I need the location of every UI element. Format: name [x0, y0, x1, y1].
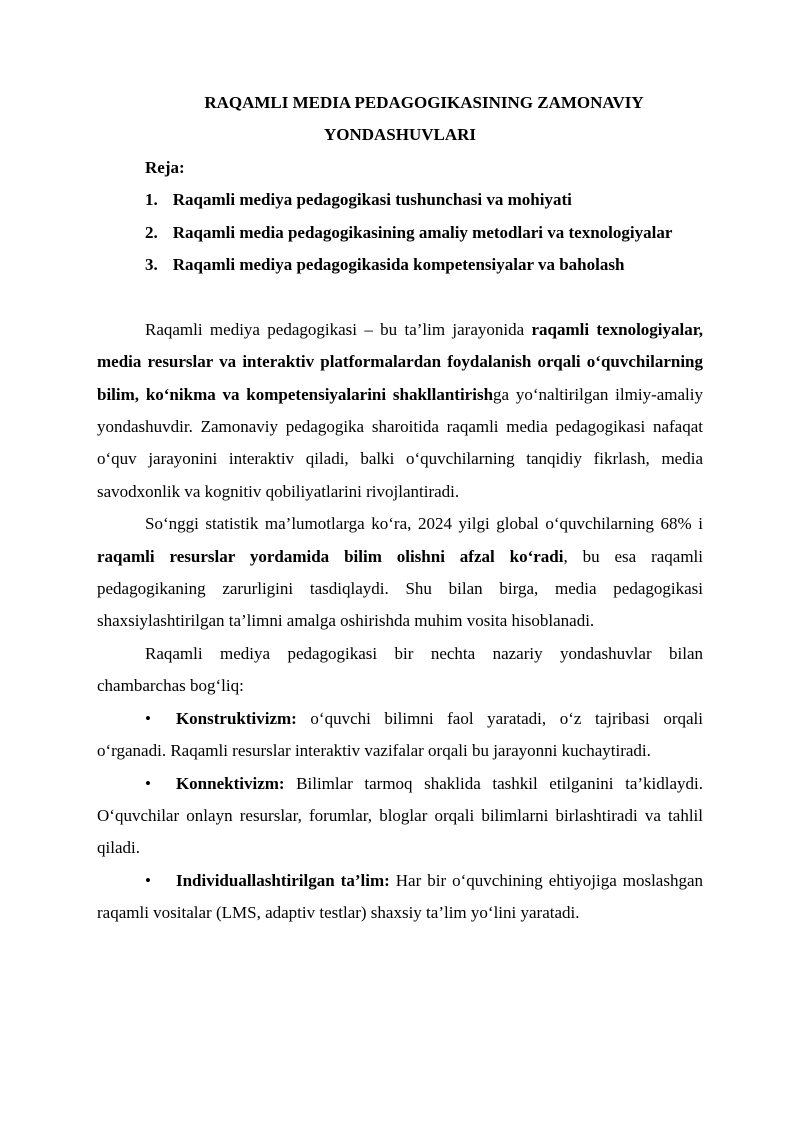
plan-item-number: 1.: [145, 190, 158, 210]
plan-item-text: Raqamli media pedagogikasining amaliy metodlari va texnologiyalar: [172, 222, 673, 242]
body-paragraph: [97, 314, 703, 508]
plan-item-1: [97, 184, 703, 216]
bold-text-run: raqamli texnologiyalar, media resurslar va interaktiv platformalardan foydalanish orqali o‘quvchilarning bilim, ko‘nikma va kompetensiyalarini shakllantirish: [97, 319, 703, 404]
title-line-2: YONDASHUVLARI: [323, 125, 477, 145]
blank-line: [97, 281, 703, 313]
plan-item-text: Raqamli mediya pedagogikasi tushunchasi va mohiyati: [172, 190, 572, 210]
plan-item-number: 3.: [145, 255, 158, 275]
document-body: [97, 314, 703, 930]
bullet-icon: •: [145, 870, 151, 890]
text-run: Har bir o‘quvchining ehtiyojiga moslashgan raqamli vositalar (LMS, adaptiv testlar) shaxsiy ta’lim yo‘lini yaratadi.: [97, 870, 703, 923]
body-paragraph: [97, 508, 703, 638]
plan-item-3: [97, 249, 703, 281]
text-run: Raqamli mediya pedagogikasi bir nechta nazariy yondashuvlar bilan chambarchas bog‘liq:: [97, 643, 703, 696]
bullet-icon: •: [145, 773, 151, 793]
document-title: [97, 87, 703, 152]
text-run: So‘nggi statistik ma’lumotlarga ko‘ra, 2024 yilgi global o‘quvchilarning 68% i: [145, 514, 703, 534]
bold-text-run: raqamli resurslar yordamida bilim olishni afzal ko‘radi: [97, 546, 564, 566]
text-run: o‘quvchi bilimni faol yaratadi, o‘z tajribasi orqali o‘rganadi. Raqamli resurslar interaktiv vazifalar orqali bu jarayonni kuchaytiradi.: [97, 708, 703, 761]
text-run: Raqamli mediya pedagogikasi – bu ta’lim jarayonida: [145, 319, 532, 339]
bullet-icon: •: [145, 708, 151, 728]
bullet-item: [97, 768, 703, 865]
plan-item-2: [97, 217, 703, 249]
text-run: Bilimlar tarmoq shaklida tashkil etilganini ta’kidlaydi. O‘quvchilar onlayn resurslar, forumlar, bloglar orqali bilimlarni birlashtiradi va tahlil qiladi.: [97, 773, 703, 858]
title-line-1: RAQAMLI MEDIA PEDAGOGIKASINING ZAMONAVIY: [204, 93, 644, 112]
plan-item-number: 2.: [145, 222, 158, 242]
bold-text-run: Individuallashtirilgan ta’lim:: [175, 870, 396, 890]
bold-text-run: Konstruktivizm:: [175, 708, 311, 728]
plan-item-text: Raqamli mediya pedagogikasida kompetensiyalar va baholash: [172, 255, 625, 275]
plan-heading: Reja:: [145, 157, 185, 177]
bullet-item: [97, 865, 703, 930]
body-paragraph: [97, 638, 703, 703]
text-run: , bu esa raqamli pedagogikaning zarurligini tasdiqlaydi. Shu bilan birga, media pedagogikasi shaxsiylashtirilgan ta’limni amalga oshirishda muhim vosita hisoblanadi.: [97, 546, 703, 631]
text-run: ga yo‘naltirilgan ilmiy-amaliy yondashuvdir. Zamonaviy pedagogika sharoitida raqamli media pedagogikasi nafaqat o‘quv jarayonini interaktiv qiladi, balki o‘quvchilarning tanqidiy fikrlash, media savodxonlik va kognitiv qobiliyatlarini rivojlantiradi.: [97, 384, 703, 501]
bullet-item: [97, 703, 703, 768]
bold-text-run: Konnektivizm:: [175, 773, 297, 793]
